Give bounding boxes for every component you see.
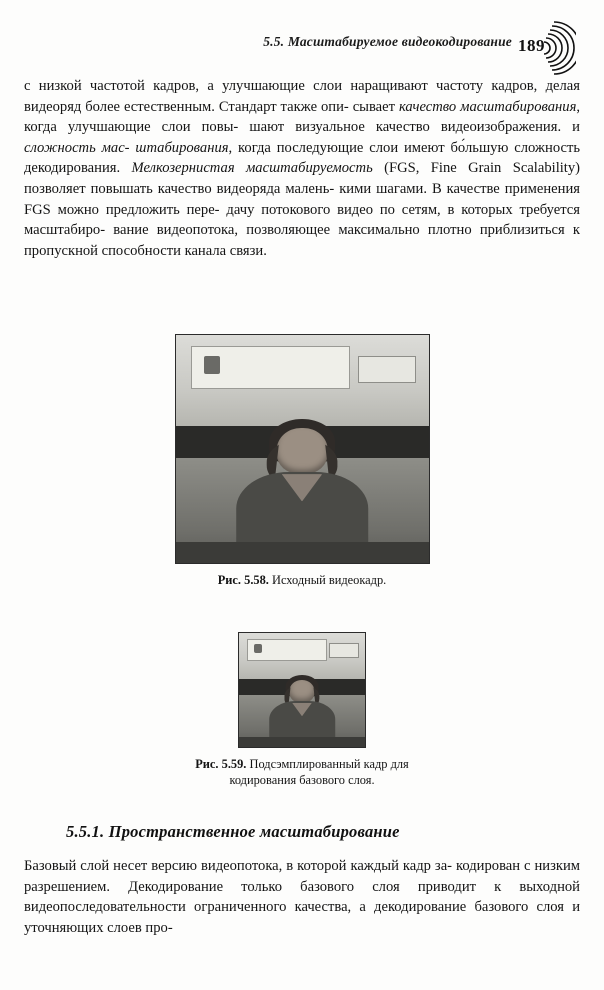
running-title: 5.5. Масштабируемое видеокодирование — [263, 34, 512, 49]
photo-poster — [358, 356, 416, 383]
figure-label: Рис. 5.59. — [195, 757, 247, 771]
page-number: 189 — [518, 36, 545, 55]
emphasis-text: качество масштабирования — [398, 98, 577, 115]
text-line: качества, а декодирование базового слоя и уточняющих слоев про- — [24, 899, 581, 936]
paragraph-section-body — [24, 856, 580, 938]
section-heading — [66, 822, 400, 842]
photo-desk — [239, 737, 365, 747]
text-line: с низкой частотой кадров, а улучшающие слои наращивают частоту — [24, 78, 484, 94]
section-number: 5.5.1. — [66, 822, 105, 841]
text-line: к пропускной способности канала связи. — [24, 222, 580, 259]
text-line: Базовый слой несет версию видеопотока, в которой каждый кадр за- — [24, 858, 453, 874]
emphasis-text: сложность мас- — [24, 139, 130, 156]
photo-whiteboard — [247, 639, 327, 662]
photo-person-face — [277, 428, 328, 474]
text-line: кодирован с низким разрешением. Декодирование только базового — [24, 858, 580, 895]
emphasis-text: штабирования — [135, 139, 229, 156]
figure-subsampled-frame — [24, 632, 580, 788]
text-line: декодирования. — [24, 160, 132, 177]
photo-desk — [176, 542, 429, 563]
text-line: сывает — [352, 98, 399, 115]
photo-whiteboard — [191, 346, 350, 389]
paragraph-intro — [24, 76, 580, 261]
emphasis-text: Мелкозернистая масштабируемость — [131, 160, 373, 177]
photo-person-face — [289, 680, 314, 703]
figure-image-subsampled — [238, 632, 366, 748]
figure-caption — [24, 757, 580, 788]
text-line: дачу потокового видео по сетям, в которых требуется масштабиро- — [24, 201, 580, 239]
photo-content — [239, 633, 365, 747]
section-title: Пространственное масштабирование — [108, 822, 400, 841]
figure-label: Рис. 5.58. — [217, 573, 269, 587]
figure-caption-text: Подсэмплированный кадр для — [249, 757, 409, 771]
text-line: Grain Scalability) позволяет повышать качество видеоряда малень- — [24, 160, 581, 197]
text-line: кими шагами. В качестве применения FGS можно предложить пере- — [24, 180, 580, 218]
text-line: кадров, делая видеоряд более естественным. Стандарт также опи- — [24, 78, 580, 115]
text-line: слоя приводит к выходной видеопоследовательности ограниченного — [24, 878, 580, 916]
text-line: (FGS, Fine — [372, 160, 457, 177]
text-line: , когда последующие слои имеют бо́льшую сложность — [228, 139, 580, 156]
photo-poster — [329, 643, 359, 658]
text-line: , когда улучшающие слои повы- — [24, 98, 581, 136]
page-header — [24, 28, 584, 68]
text-line: шают визуальное качество видеоизображения. и — [249, 119, 580, 136]
photo-content — [176, 335, 429, 563]
figure-image-original — [175, 334, 430, 564]
folio-block — [514, 20, 576, 76]
text-line: вание видеопотока, позволяющее максимально плотно приблизиться — [113, 222, 565, 239]
figure-original-frame — [24, 334, 580, 589]
figure-caption-text: кодирования базового слоя. — [229, 772, 375, 787]
figure-caption-text: Исходный видеокадр. — [272, 573, 387, 587]
figure-caption — [24, 573, 580, 589]
